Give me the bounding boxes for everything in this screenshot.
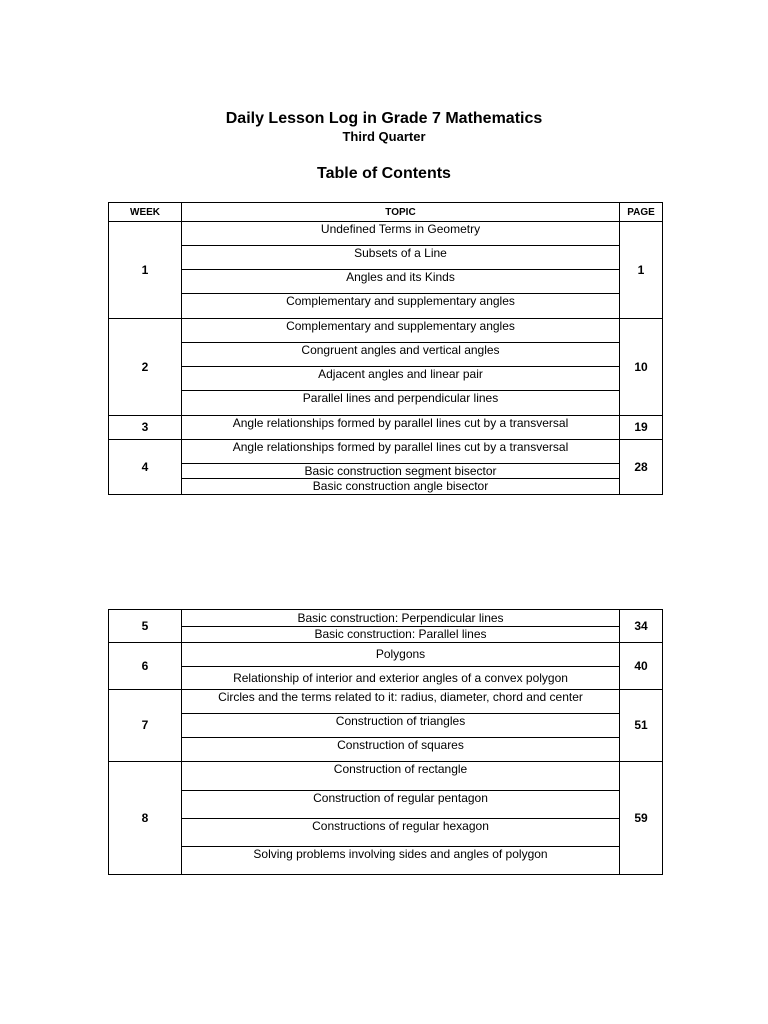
page-number: 10: [620, 319, 663, 416]
page-column-header: PAGE: [620, 203, 663, 222]
page-number: 1: [620, 222, 663, 319]
table-row: [109, 246, 663, 270]
table-row: [109, 319, 663, 343]
week-number: 1: [109, 222, 182, 319]
table-row: [109, 367, 663, 391]
topic-cell: Solving problems involving sides and angles of polygon: [182, 847, 620, 875]
topic-cell: Congruent angles and vertical angles: [182, 343, 620, 367]
toc-table-weeks-1-4: [108, 202, 662, 495]
table-row: [109, 690, 663, 714]
topic-cell: Basic construction angle bisector: [182, 479, 620, 495]
topic-cell: Subsets of a Line: [182, 246, 620, 270]
topic-cell: Polygons: [182, 643, 620, 667]
table-row: [109, 270, 663, 294]
table-row: [109, 627, 663, 643]
week-number: 2: [109, 319, 182, 416]
document-title: Daily Lesson Log in Grade 7 Mathematics: [225, 110, 543, 127]
table-row: [109, 643, 663, 667]
week-number: 7: [109, 690, 182, 762]
table-row: [109, 294, 663, 319]
table-row: [109, 819, 663, 847]
topic-cell: Relationship of interior and exterior angles of a convex polygon: [182, 667, 620, 690]
topic-cell: Circles and the terms related to it: radius, diameter, chord and center: [182, 690, 620, 714]
table-row: [109, 464, 663, 479]
table-row: [109, 479, 663, 495]
week-column-header: WEEK: [109, 203, 182, 222]
topic-cell: Construction of squares: [182, 738, 620, 762]
topic-cell: Basic construction: Perpendicular lines: [182, 610, 620, 627]
table-row: [109, 738, 663, 762]
page-number: 40: [620, 643, 663, 690]
topic-cell: Complementary and supplementary angles: [182, 294, 620, 319]
table-row: [109, 667, 663, 690]
topic-cell: Complementary and supplementary angles: [182, 319, 620, 343]
topic-cell: Constructions of regular hexagon: [182, 819, 620, 847]
topic-cell: Undefined Terms in Geometry: [182, 222, 620, 246]
topic-column-header: TOPIC: [182, 203, 620, 222]
week-number: 8: [109, 762, 182, 875]
week-number: 5: [109, 610, 182, 643]
topic-cell: Construction of rectangle: [182, 762, 620, 791]
week-number: 6: [109, 643, 182, 690]
table-row: [109, 762, 663, 791]
page-number: 19: [620, 416, 663, 440]
week-number: 4: [109, 440, 182, 495]
topic-cell: Basic construction segment bisector: [182, 464, 620, 479]
document-subtitle: Third Quarter: [342, 129, 426, 144]
week-number: 3: [109, 416, 182, 440]
topic-cell: Parallel lines and perpendicular lines: [182, 391, 620, 416]
table-row: [109, 440, 663, 464]
page-number: 51: [620, 690, 663, 762]
table-row: [109, 391, 663, 416]
table-row: [109, 714, 663, 738]
page-number: 34: [620, 610, 663, 643]
table-row: [109, 610, 663, 627]
table-row: [109, 222, 663, 246]
table-row: [109, 847, 663, 875]
topic-cell: Angle relationships formed by parallel lines cut by a transversal: [182, 416, 620, 440]
table-header-row: [109, 203, 663, 222]
topic-cell: Construction of triangles: [182, 714, 620, 738]
table-row: [109, 791, 663, 819]
table-row: [109, 343, 663, 367]
topic-cell: Angles and its Kinds: [182, 270, 620, 294]
topic-cell: Basic construction: Parallel lines: [182, 627, 620, 643]
topic-cell: Construction of regular pentagon: [182, 791, 620, 819]
topic-cell: Angle relationships formed by parallel lines cut by a transversal: [182, 440, 620, 464]
topic-cell: Adjacent angles and linear pair: [182, 367, 620, 391]
toc-heading: Table of Contents: [317, 165, 451, 182]
table-row: [109, 416, 663, 440]
toc-table-weeks-5-8: [108, 609, 662, 875]
page-number: 28: [620, 440, 663, 495]
page-number: 59: [620, 762, 663, 875]
